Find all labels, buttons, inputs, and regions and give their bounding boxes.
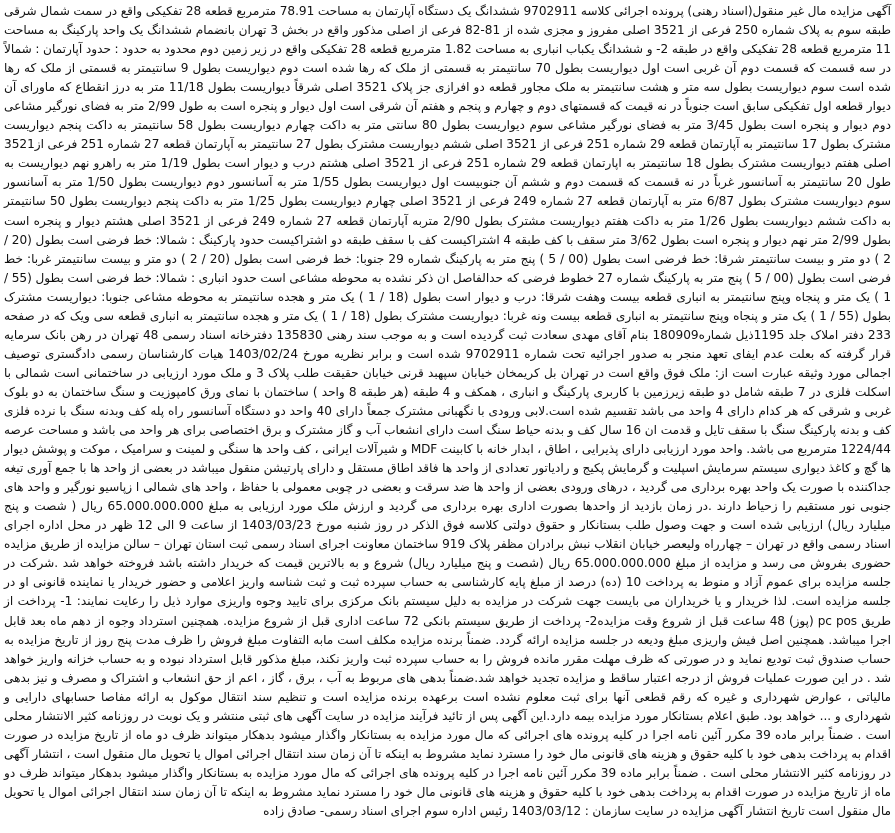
notice-body-text: آگهی مزایده مال غیر منقول(اسناد رهنی) پرونده اجرائی کلاسه 9702911 ششدانگ یک دستگاه آپارتمان به مساحت 78.91 مترمربع قطعه 28 تفکیکی واقع در سمت شمال شرقی طبقه سوم به پلاک شماره 250 فرعی از 3521 اصلی مفروز و مجزی شده از 81-82 فرعی از اصلی مذکور واقع در بخش 3 تهران بانضمام ششدانگ یک واحد پارکینگ به مساحت 11 مترمربع قطعه 28 تفکیکی واقع در طبقه 2- و ششدانگ یکباب انباری به مساحت 1.82 مترمربع قطعه 28 تفکیکی واقع در زیر زمین دوم محدود به حدود : حدود آپارتمان : شمالاً در سه قسمت که قسمت دوم آن غربی است اول دیواریست بطول 70 سانتیمتر به قسمتی از ملک که رها شده است دوم دیواریست بطول 9 سانتیمتر به قسمتی از ملک که رها شده است سوم دیواریست بطول سه متر و هشت سانتیمتر به ملک مجاور قطعه دو افرازی جز پلاک 3521 اصلی شرقاً دیواریست بطول 11/18 متر به درز انقطاع که ماورای آن دیوار قطعه اول تفکیکی سابق است جنوباً در نه قیمت که قسمتهای دوم و چهارم و پنجم و هفتم آن شرقی است اول دیوار و پنجره است به طول 2/99 متر به فضای نورگیر مشاعی دوم دیوار و پنجره است بطول 3/45 متر به فضای نورگیر مشاعی سوم دیواریست بطول 80 سانتی متر به داکت چهارم دیواریست بطول 58 سانتیمتر به داکت پنجم دیواریست مشترک بطول 17 سانتیمتر به آپارتمان قطعه 29 شماره 251 فرعی از 3521 اصلی ششم دیواریست مشترک بطول 27 سانتیمتر به آپارتمان قطعه 27 شماره 251 فرعی از3521 اصلی هفتم دیواریست مشترک بطول 18 سانتیمتر به اپارتمان قطعه 29 شماره 251 فرعی از 3521 اصلی هشتم درب و دیوار است بطول 1/19 متر به راهرو نهم دیواریست به طول 20 سانتیمتر به آسانسور غرباً در نه قسمت که قسمت دوم و ششم آن جنوبیست اول دیواریست بطول 1/55 متر به آسانسور دوم دیواریست بطول 1/50 متر به آسانسور سوم دیواریست مشترک بطول 6/87 متر به آپارتمان قطعه 27 شماره 249 فرعی از 3521 اصلی چهارم دیواریست بطول 1/25 متر به داکت پنجم دیواریست بطول 50 سانتیمتر به داکت ششم دیواریست بطول 1/26 متر به داکت هفتم دیواریست مشترک بطول 2/90 متربه آپارتمان قطعه 27 شماره 249 فرعی از 3521 اصلی هشتم دیوار و پنجره است بطول 2/99 متر نهم دیوار و پنجره است بطول 3/62 متر سقف با کف طبقه 4 اشتراکیست کف با سقف طبقه دو اشتراکیست حدود پارکینگ : شمالا: خط فرضی است بطول (20 / 2 ) دو متر و بیست سانتیمتر شرقا: خط فرضی است بطول (00 / 5 ) پنج متر به پارکینگ شماره 29 جنوبا: خط فرضی است بطول (20 / 2 ) دو متر و بیست سانتیمتر غربا: خط فرضی است بطول (00 / 5 ) پنج متر به پارکینگ شماره 27 خطوط فرضی که حدالفاصل ان ذکر نشده به محوطه مشاعی است حدود انباری : شمالا: خط فرضی است بطول (55 / 1 ) یک متر و پنجاه وپنج سانتیمتر به انباری قطعه بیست وهفت شرقا: درب و دیوار است بطول (18 / 1 ) یک متر و هجده سانتیمتر به محوطه مشاعی جنوبا: دیواریست مشترک بطول (55 / 1 ) یک متر و پنجاه وپنج سانتیمتر به انباری قطعه بیست ونه غربا: دیواریست مشترک بطول (18 / 1 ) یک متر و هجده سانتیمتر به انباری قطعه سی ویک که در صفحه 233 دفتر املاک جلد 1195ذیل شماره180909 بنام آقای مهدی سعادت ثبت گردیده است و به موجب سند رهنی 135830 دفترخانه اسناد رسمی 48 تهران در رهن بانک سرمایه قرار گرفته که بعلت عدم ایفای تعهد منجر به صدور اجرائیه تحت شماره 9702911 شده است و برابر نظریه مورخ 1403/02/24 هیات کارشناسان رسمی دادگستری توصیف اجمالی مورد وثیقه عبارت است از: ملک فوق واقع است در تهران بل کریمخان خیابان سپهبد قرنی خیابان حقیقت طلب پلاک 3 و ملک مورد ارزیابی در ساختمانی است شمالی با اسکلت فلزی در 7 طبقه شامل دو طبقه زیرزمین با کاربری پارکینگ و انباری ، همکف و 4 طبقه (هر طبقه 8 واحد ) ساختمان با نمای ورق کامپوزیت و سنگ ساختمان به دو بلوک غربی و شرقی که هر کدام دارای 4 واحد می باشد تقسیم شده است.لابی ورودی با نگهبانی مشترک جمعاً دارای 40 واحد دو دستگاه آسانسور راه پله کف وبدنه سنگ با نرده فلزی کف و بدنه پارکینگ سنگ با سقف تایل و قدمت ان 16 سال کف و بدنه حیاط سنگ است دارای انشعاب آب و گاز مشترک و برق اختصاصی برای هر واحد می باشد و مساحت عرصه 1224/44 مترمربع می باشد. واحد مورد ارزیابی دارای پذیرایی ، اطاق ، ابدار خانه با کابینت MDF و شیرآلات ایرانی ، کف واحد ها سنگی و لمینت و سرامیک ، موکت و پوشش دیوار ها گچ و کاغذ دیواری سیستم سرمایش اسپلیت و گرمایش پکیج و رادیاتور تعدادی از واحد ها فاقد اطاق مستقل و دارای پارتیشن منقول میباشد در بعضی از واحد ها با جمع آوری تیغه جداکننده با صورت یک واحد بهره برداری می گردید ، درهای ورودی بعضی از واحد ها ضد سرقت و بعضی در چوبی معمولی با حفاظ ، واحد های شمالی ا زپاسیو نورگیر و واحد های جنوبی نور مستقیم را زحیاط دارند .در زمان بازدید از واحدها بصورت اداری بهره برداری می گردید و ارزش ملک مورد ارزیابی به مبلغ 65.000.000.000 ریال ( شصت و پنج میلیارد ریال) ارزیابی شده است و جهت وصول طلب بستانکار و حقوق دولتی کلاسه فوق الذکر در روز شنبه مورخ 1403/03/23 از ساعت 9 الی 12 ظهر در محل اداره اجرای اسناد رسمی واقع در تهران – چهارراه ولیعصر خیابان انقلاب نبش برادران مظفر پلاک 919 ساختمان معاونت اجرای اسناد رسمی ثبت استان تهران – سالن مزایده از طریق مزایده حضوری بفروش می رسد و مزایده از مبلغ 65.000.000.000 ریال (شصت و پنج میلیارد ریال) شروع و به بالاترین قیمت که خریدار داشته باشد فروخته خواهد شد .شرکت در جلسه مزایده برای عموم آزاد و منوط به پرداخت 10 (ده) درصد از مبلغ پایه کارشناسی به حساب سپرده ثبت و ثبت شناسه واریز اعلامی و حضور خریدار یا نماینده قانونی او در جلسه مزایده است. لذا خریدار و یا خریداران می بایست جهت شرکت در مزایده به دلیل سیستم بانک مرکزی برای تایید وجوه واریزی موارد ذیل را رعایت نمایند: 1- پرداخت از طریق pc pos (پوز) 48 ساعت قبل از شروع وقت مزایده2- پرداخت از طریق سیستم بانکی 72 ساعت اداری قبل از شروع مزایده. همچنین استرداد وجوه از دهم ماه بعد قابل اجرا میباشد. همچنین اصل فیش واریزی مبلغ ودیعه در جلسه مزایده ارائه گردد. ضمناً برنده مزایده مکلف است مابه التفاوت مبلغ فروش را ظرف مدت پنج روز از تاریخ مزایده به حساب صندوق ثبت تودیع نماید و در صورتی که ظرف مهلت مقرر مانده فروش را به حساب سپرده ثبت واریز نکند، مبلغ مذکور قابل استرداد نبوده و به حساب خزانه واریز خواهد شد . در این صورت عملیات فروش از درجه اعتبار ساقط و مزایده تجدید خواهد شد.ضمناً بدهی های مربوط به آب ، برق ، گاز ، اعم از حق انشعاب و اشتراک و مصرف و نیز بدهی مالیاتی ، عوارض شهرداری و غیره که رقم قطعی آنها برای ثبت معلوم نشده است برعهده برنده مزایده است و تنظیم سند انتقال موکول به ارائه مفاصا حسابهای دارایی و شهرداری و ... خواهد بود. طبق اعلام بستانکار مورد مزایده بیمه دارد.این آگهی پس از تائید فرآیند مزایده در سایت آگهی های ثبتی منتشر و یک نوبت در روزنامه کثیر الانتشار محلی است . ضمناً برابر ماده 39 مکرر آئین نامه اجرا در کلیه پرونده های اجرائی که مال مورد مزایده به بستانکار واگذار میشود بدهکار میتواند ظرف دو ماه از تاریخ مزایده در صورت اقدام به پرداخت بدهی خود با کلیه حقوق و هزینه های قانونی مال خود را مسترد نماید مشروط به اینکه تا آن زمان سند انتقال اجرائی اموال یا تحویل مال منقول است ، انتشار آگهی در روزنامه کثیر الانتشار محلی است . ضمناً برابر ماده 39 مکرر آئین نامه اجرا در کلیه پرونده های اجرائی که مال مورد مزایده به بستانکار واگذار میشود بدهکار میتواند ظرف دو ماه از تاریخ مزایده در صورت اقدام به پرداخت بدهی خود با کلیه حقوق و هزینه های قانونی مال خود را مسترد نماید مشروط به اینکه تا آن زمان سند انتقال اجرائی اموال یا تحویل مال منقول است تاریخ انتشار آگهی مزایده در سایت سازمان : 1403/03/12 رئیس اداره سوم اجرای اسناد رسمی- صادق زاده <box>4 4 892 818</box>
auction-notice <box>4 2 891 829</box>
